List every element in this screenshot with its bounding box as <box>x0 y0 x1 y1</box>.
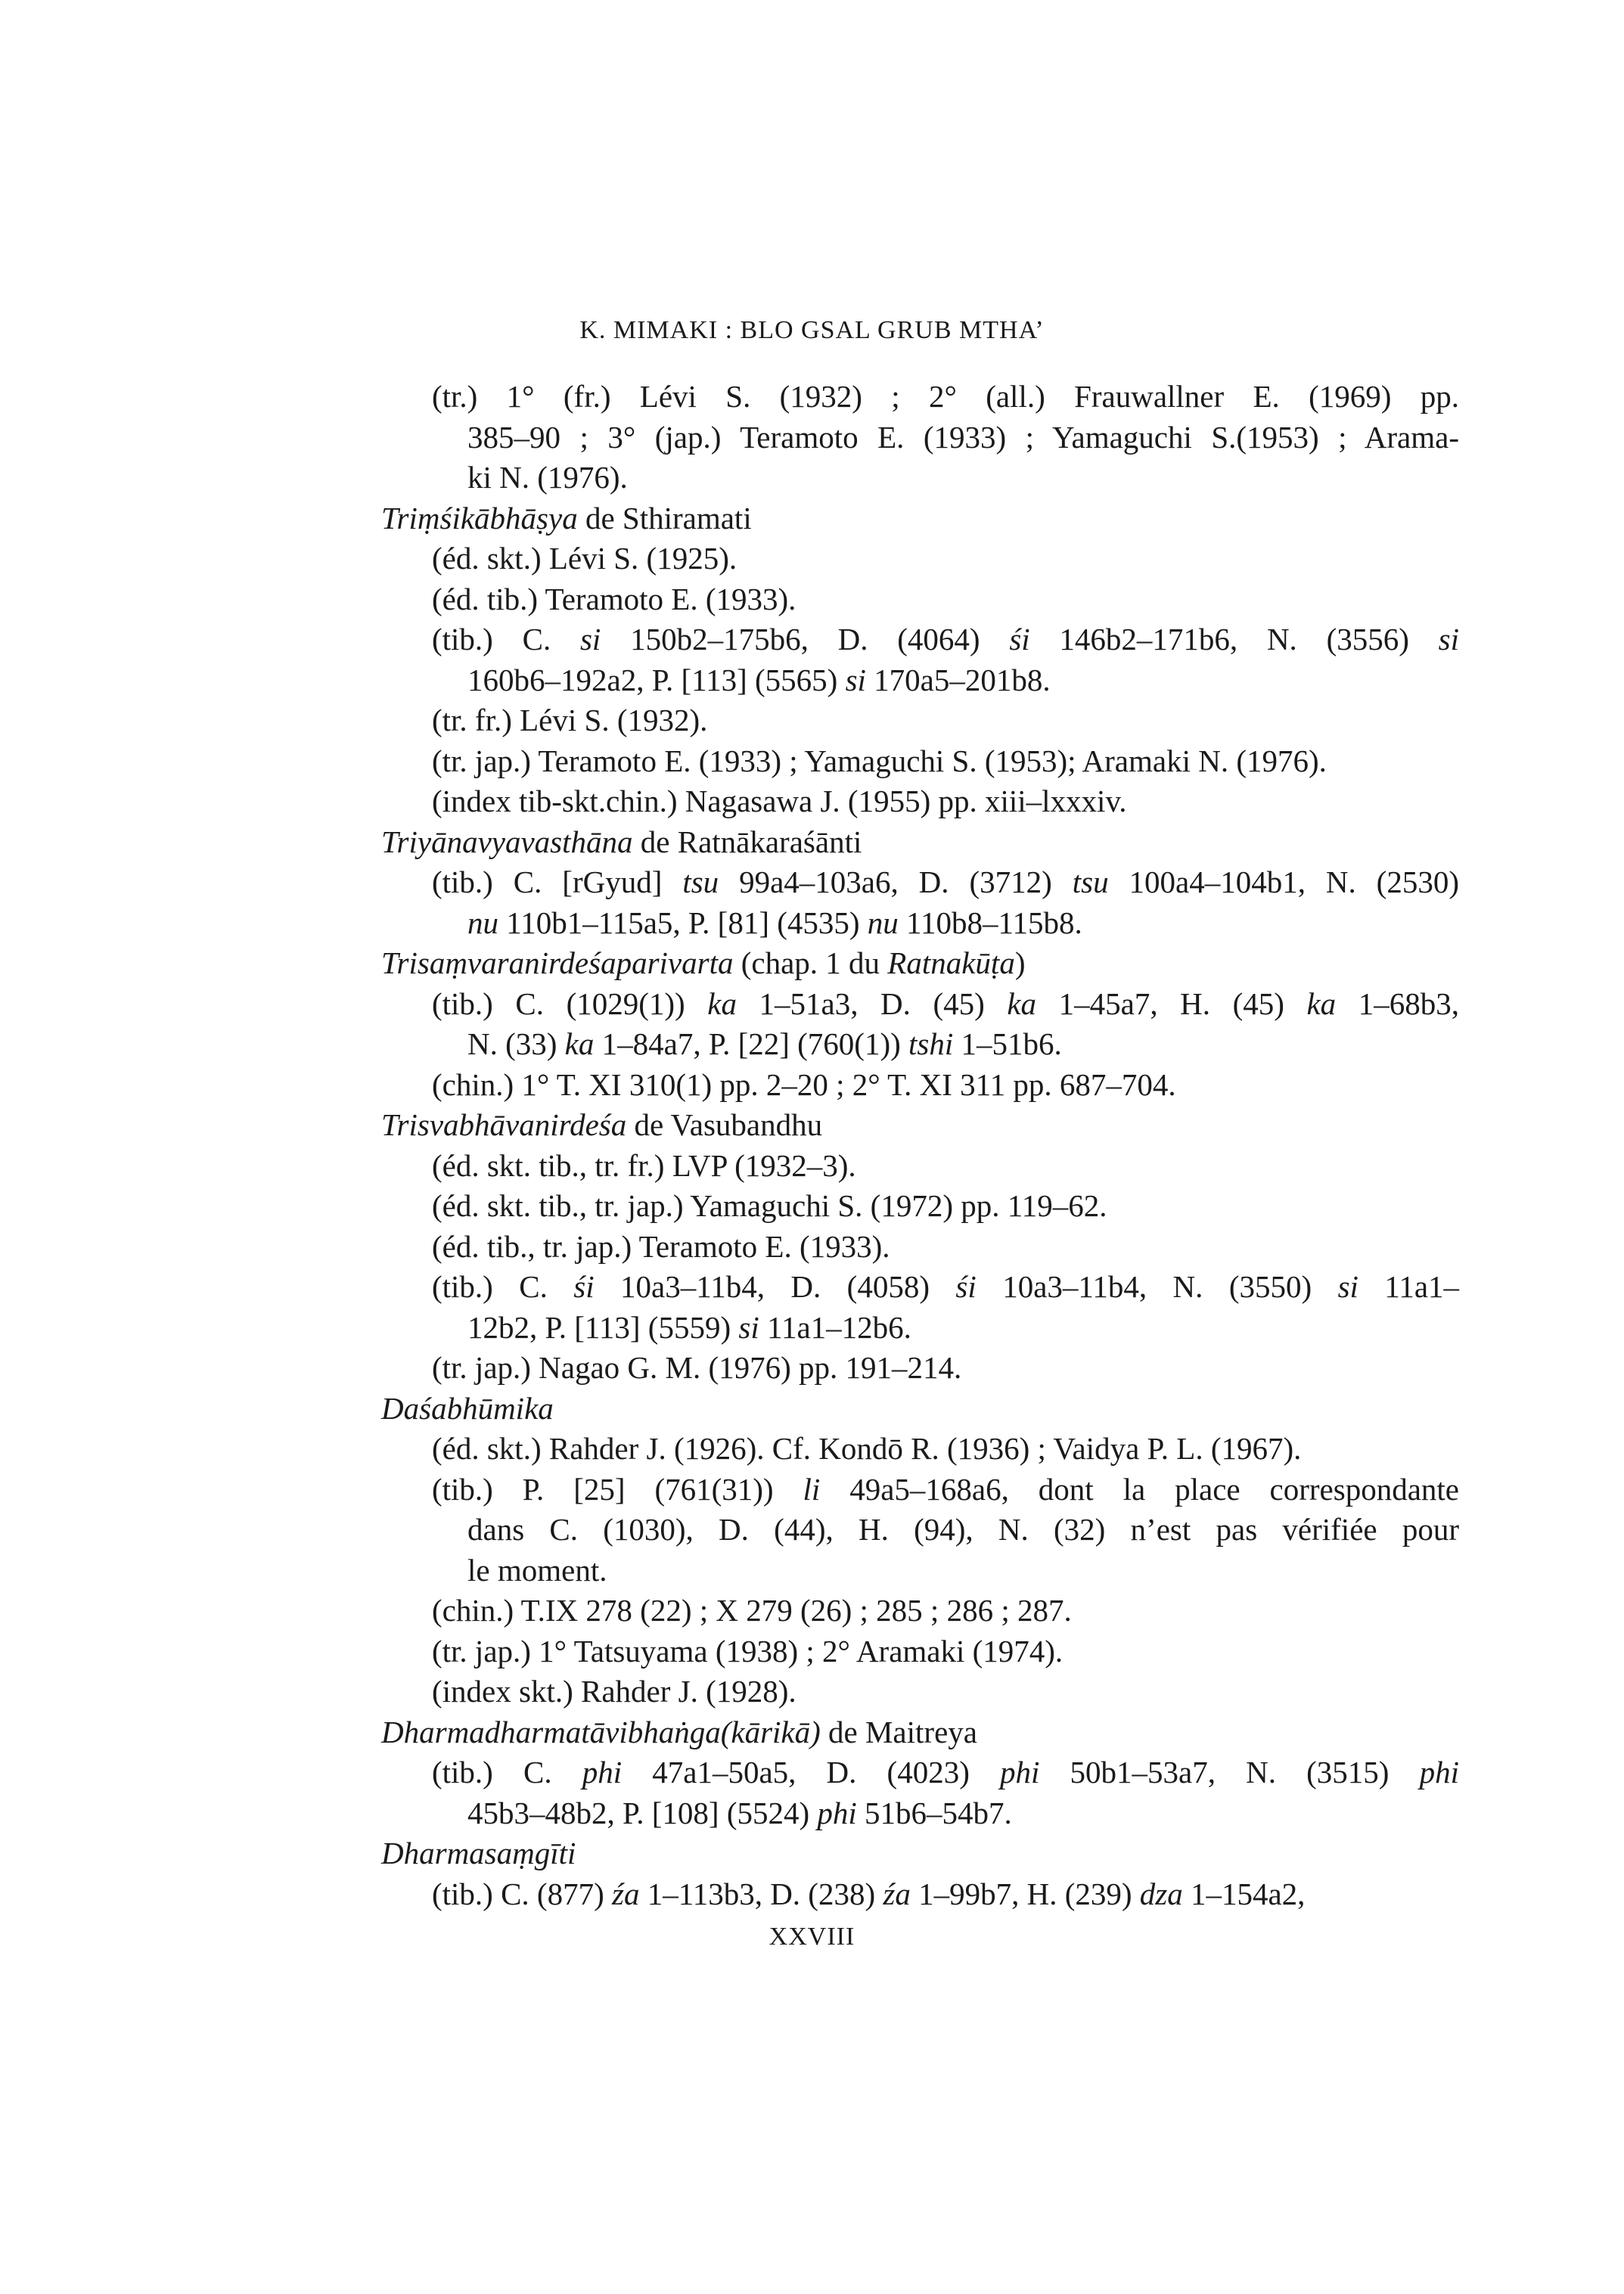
text: (tr. jap.) Nagao G. M. (1976) pp. 191–214. <box>432 1350 962 1385</box>
text: 99a4–103a6, D. (3712) <box>719 865 1073 899</box>
bibliography-list <box>381 377 1459 1914</box>
entry-detail-line <box>381 700 1459 741</box>
running-header: K. MIMAKI : BLO GSAL GRUB MTHA’ <box>579 316 1045 344</box>
text: ki N. (1976). <box>467 460 628 495</box>
entry-detail-line <box>381 1227 1459 1268</box>
italic-text: si <box>738 1309 759 1345</box>
text: de Maitreya <box>820 1714 977 1749</box>
italic-text: ka <box>564 1026 595 1061</box>
text: (chin.) 1° T. XI 310(1) pp. 2–20 ; 2° T. XI 311 pp. 687–704. <box>432 1066 1176 1102</box>
italic-text: śi <box>955 1269 977 1304</box>
text: N. (33) <box>467 1026 565 1061</box>
entry-detail-line <box>381 458 1459 498</box>
entry-detail-line <box>381 377 1459 418</box>
entry-detail-line <box>381 1065 1459 1106</box>
italic-text: Dharmasaṃgīti <box>381 1836 576 1870</box>
text: 146b2–171b6, N. (3556) <box>1029 622 1439 657</box>
text: 47a1–50a5, D. (4023) <box>622 1755 1000 1790</box>
italic-text: Daśabhūmika <box>381 1390 554 1426</box>
entry-title-line <box>381 822 1459 863</box>
entry-detail-line <box>381 1470 1459 1510</box>
entry-detail-line <box>381 1348 1459 1389</box>
italic-text: tshi <box>908 1026 954 1061</box>
text: (chin.) T.IX 278 (22) ; X 279 (26) ; 285 ; 286 ; 287. <box>432 1593 1072 1628</box>
text: 1–113b3, D. (238) <box>639 1876 883 1911</box>
italic-text: tsu <box>682 865 719 899</box>
text: (éd. tib., tr. jap.) Teramoto E. (1933). <box>432 1228 890 1264</box>
text: (éd. skt.) Lévi S. (1925). <box>432 541 737 576</box>
italic-text: Dharmadharmatāvibhaṅga(kārikā) <box>381 1714 821 1749</box>
text: 11a1– <box>1358 1269 1460 1304</box>
entry-detail-line <box>381 1591 1459 1631</box>
text: (tr. jap.) 1° Tatsuyama (1938) ; 2° Aramaki (1974). <box>432 1633 1064 1669</box>
text: 1–51b6. <box>953 1026 1062 1061</box>
entry-detail-line <box>381 903 1459 944</box>
entry-detail-line <box>381 984 1459 1025</box>
italic-text: Triyānavyavasthāna <box>381 824 633 859</box>
entry-detail-line <box>381 1631 1459 1672</box>
text: (tr. fr.) Lévi S. (1932). <box>432 703 708 737</box>
entry-detail-line <box>381 1874 1459 1915</box>
text: le moment. <box>467 1552 607 1588</box>
text: 1–154a2, <box>1182 1876 1306 1911</box>
italic-text: si <box>1438 622 1460 657</box>
page-number: XXVIII <box>769 1923 855 1951</box>
entry-title-line <box>381 1833 1459 1874</box>
text: 1–51a3, D. (45) <box>736 986 1008 1021</box>
italic-text: ka <box>707 986 737 1021</box>
text: 385–90 ; 3° (jap.) Teramoto E. (1933) ; Yamaguchi S.(1953) ; Arama- <box>467 419 1459 455</box>
text: (tib.) C. (877) <box>432 1876 612 1911</box>
italic-text: źa <box>883 1876 911 1911</box>
italic-text: si <box>579 622 601 657</box>
italic-text: phi <box>1000 1755 1040 1790</box>
text: 10a3–11b4, N. (3550) <box>976 1269 1338 1304</box>
text: (chap. 1 du <box>733 945 888 980</box>
entry-detail-line <box>381 418 1459 458</box>
text: 1–68b3, <box>1336 986 1459 1021</box>
entry-detail-line <box>381 1551 1459 1591</box>
italic-text: tsu <box>1072 865 1109 899</box>
italic-text: nu <box>467 905 498 940</box>
italic-text: si <box>1337 1269 1359 1304</box>
text: (index tib-skt.chin.) Nagasawa J. (1955) pp. xiii–lxxxiv. <box>432 784 1127 818</box>
text: 12b2, P. [113] (5559) <box>467 1309 739 1345</box>
italic-text: źa <box>612 1876 640 1911</box>
text: (éd. skt.) Rahder J. (1926). Cf. Kondō R. (1936) ; Vaidya P. L. (1967). <box>432 1431 1302 1466</box>
text: 110b8–115b8. <box>898 905 1082 940</box>
italic-text: si <box>845 662 866 697</box>
italic-text: śi <box>573 1269 595 1304</box>
italic-text: Trisvabhāvanirdeśa <box>381 1107 627 1142</box>
entry-detail-line <box>381 1267 1459 1308</box>
italic-text: śi <box>1009 622 1030 657</box>
entry-detail-line <box>381 1308 1459 1349</box>
text: 45b3–48b2, P. [108] (5524) <box>467 1795 818 1830</box>
italic-text: Trisaṃvaranirdeśaparivarta <box>381 945 734 980</box>
text: 10a3–11b4, D. (4058) <box>594 1269 956 1304</box>
text: 49a5–168a6, dont la place correspondante <box>820 1471 1459 1507</box>
entry-detail-line <box>381 1752 1459 1793</box>
italic-text: Triṃśikābhāṣya <box>381 500 578 535</box>
text: (éd. skt. tib., tr. jap.) Yamaguchi S. (1972) pp. 119–62. <box>432 1188 1107 1223</box>
entry-title-line <box>381 943 1459 984</box>
text: (éd. tib.) Teramoto E. (1933). <box>432 581 796 616</box>
text: 1–45a7, H. (45) <box>1036 986 1307 1021</box>
text: 51b6–54b7. <box>856 1795 1012 1830</box>
text: (éd. skt. tib., tr. fr.) LVP (1932–3). <box>432 1147 856 1183</box>
entry-detail-line <box>381 1024 1459 1065</box>
text: 1–99b7, H. (239) <box>910 1876 1140 1911</box>
text: ) <box>1014 945 1026 980</box>
text: 170a5–201b8. <box>865 662 1051 697</box>
text: 110b1–115a5, P. [81] (4535) <box>498 905 868 940</box>
text: (tib.) C. [rGyud] <box>432 865 683 899</box>
italic-text: phi <box>817 1795 857 1830</box>
entry-detail-line <box>381 1186 1459 1227</box>
text: 11a1–12b6. <box>759 1309 911 1345</box>
entry-detail-line <box>381 579 1459 620</box>
text: (tib.) C. <box>432 1269 574 1304</box>
text: (tib.) P. [25] (761(31)) <box>432 1471 803 1507</box>
text: (tr. jap.) Teramoto E. (1933) ; Yamaguchi S. (1953); Aramaki N. (1976). <box>432 743 1327 778</box>
italic-text: li <box>803 1471 821 1507</box>
text: 160b6–192a2, P. [113] (5565) <box>467 662 846 697</box>
text: 150b2–175b6, D. (4064) <box>601 622 1010 657</box>
text: 1–84a7, P. [22] (760(1)) <box>594 1026 909 1061</box>
entry-detail-line <box>381 862 1459 903</box>
italic-text: nu <box>867 905 899 940</box>
italic-text: phi <box>1419 1755 1459 1790</box>
text: de Ratnākaraśānti <box>632 824 862 859</box>
text: (index skt.) Rahder J. (1928). <box>432 1674 796 1709</box>
text: (tib.) C. <box>432 622 580 657</box>
entry-detail-line <box>381 1672 1459 1712</box>
entry-detail-line <box>381 660 1459 701</box>
entry-detail-line <box>381 1429 1459 1470</box>
text: 50b1–53a7, N. (3515) <box>1039 1755 1420 1790</box>
entry-detail-line <box>381 781 1459 822</box>
entry-detail-line <box>381 539 1459 579</box>
entry-detail-line <box>381 741 1459 782</box>
entry-detail-line <box>381 1146 1459 1187</box>
entry-title-line <box>381 1389 1459 1429</box>
text: (tib.) C. <box>432 1755 582 1790</box>
text: (tr.) 1° (fr.) Lévi S. (1932) ; 2° (all.) Frauwallner E. (1969) pp. <box>432 379 1459 414</box>
text: 100a4–104b1, N. (2530) <box>1108 865 1459 899</box>
entry-title-line <box>381 1105 1459 1146</box>
text: de Vasubandhu <box>626 1107 823 1142</box>
text: de Sthiramati <box>577 500 752 535</box>
entry-detail-line <box>381 1793 1459 1834</box>
entry-title-line <box>381 498 1459 539</box>
italic-text: ka <box>1306 986 1337 1021</box>
italic-text: phi <box>582 1755 623 1790</box>
italic-text: ka <box>1007 986 1037 1021</box>
text: (tib.) C. (1029(1)) <box>432 986 708 1021</box>
italic-text: dza <box>1139 1876 1183 1911</box>
text: dans C. (1030), D. (44), H. (94), N. (32) n’est pas vérifiée pour <box>467 1512 1459 1547</box>
entry-detail-line <box>381 619 1459 660</box>
entry-title-line <box>381 1712 1459 1753</box>
entry-detail-line <box>381 1510 1459 1551</box>
italic-text: Ratnakūṭa <box>887 945 1015 980</box>
